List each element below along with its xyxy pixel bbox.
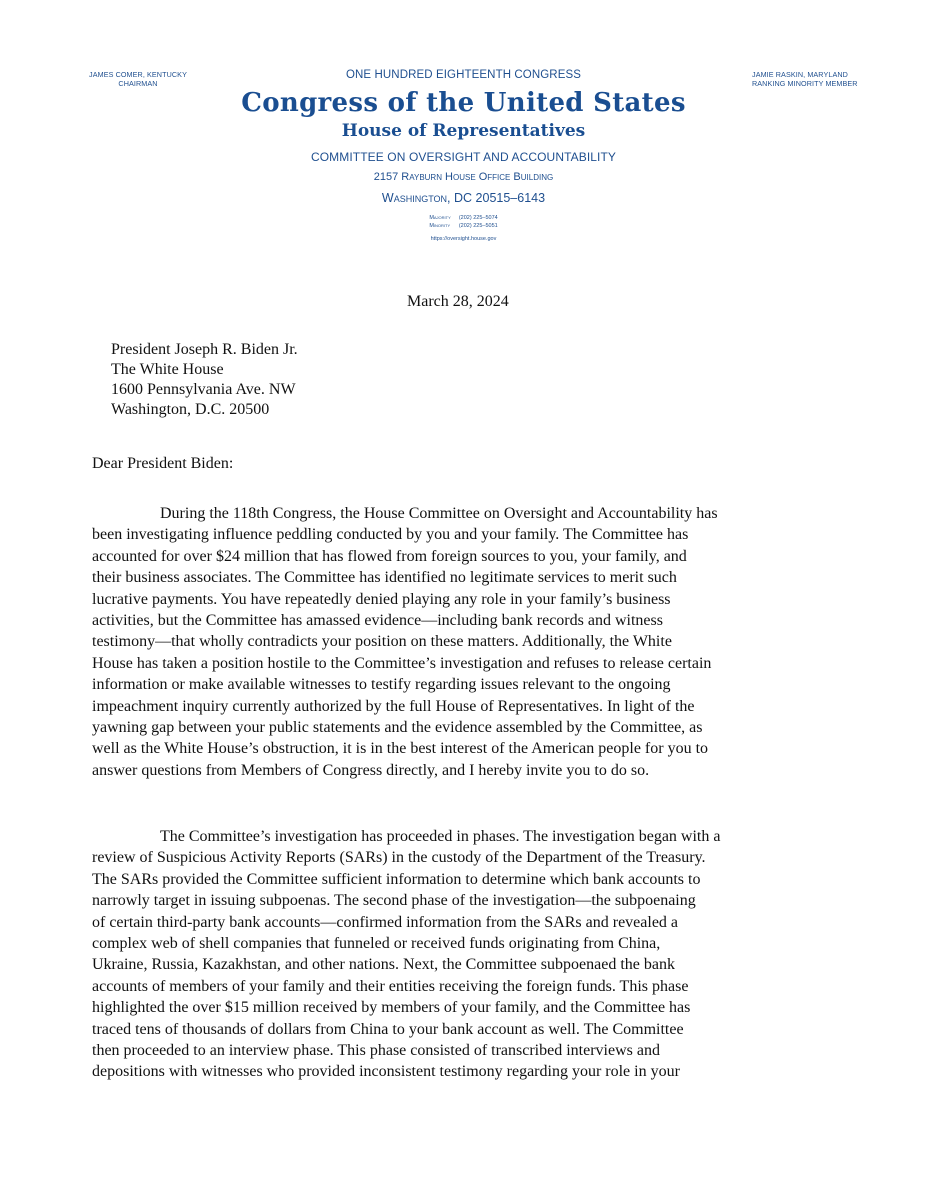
recipient-line: 1600 Pennsylvania Ave. NW — [111, 381, 296, 398]
paragraph-line: yawning gap between your public statements and the evidence assembled by the Committee, as — [92, 719, 703, 737]
paragraph-line: During the 118th Congress, the House Committee on Oversight and Accountability has — [160, 505, 718, 522]
recipient-line: President Joseph R. Biden Jr. — [111, 341, 298, 358]
paragraph-line: their business associates. The Committee has identified no legitimate services to merit such — [92, 569, 677, 587]
ranking-member-name: JAMIE RASKIN, MARYLAND — [752, 70, 848, 79]
paragraph-line: then proceeded to an interview phase. This phase consisted of transcribed interviews and — [92, 1042, 660, 1060]
building-address: 2157 Rayburn House Office Building — [373, 171, 554, 183]
paragraph-line: accounts of members of your family and their entities receiving the foreign funds. This phase — [92, 977, 689, 995]
phone-number: (202) 225–5051 — [458, 223, 498, 229]
paragraph-line: House has taken a position hostile to the Committee’s investigation and refuses to release certain — [92, 654, 712, 672]
congress-number: ONE HUNDRED EIGHTEENTH CONGRESS — [345, 69, 582, 81]
paragraph-line: depositions with witnesses who provided inconsistent testimony regarding your role in your — [92, 1063, 680, 1081]
paragraph-line: The Committee’s investigation has proceeded in phases. The investigation began with a — [160, 828, 721, 845]
paragraph-line: Ukraine, Russia, Kazakhstan, and other nations. Next, the Committee subpoenaed the bank — [92, 956, 675, 974]
city-address: Washington, DC 20515–6143 — [381, 191, 546, 205]
phone-number: (202) 225–5074 — [458, 215, 498, 221]
phone-label: Minority — [429, 223, 451, 229]
committee-name: COMMITTEE ON OVERSIGHT AND ACCOUNTABILITY — [310, 150, 617, 164]
paragraph-line: information or make available witnesses to testify regarding issues relevant to the ongoing — [92, 676, 671, 694]
ranking-member-title: RANKING MINORITY MEMBER — [752, 79, 858, 88]
website-link[interactable]: https://oversight.house.gov — [430, 236, 497, 242]
phone-majority — [429, 214, 497, 222]
recipient-address — [111, 340, 298, 420]
paragraph-line: impeachment inquiry currently authorized by the full House of Representatives. In light of the — [92, 697, 695, 715]
paragraph-line: answer questions from Members of Congress directly, and I hereby invite you to do so. — [92, 761, 650, 779]
paragraph-line: review of Suspicious Activity Reports (SARs) in the custody of the Department of the Treasury. — [92, 849, 706, 867]
chairman-title: CHAIRMAN — [118, 79, 158, 88]
paragraph-line: complex web of shell companies that funneled or received funds originating from China, — [92, 935, 661, 953]
paragraph-line: highlighted the over $15 million received by members of your family, and the Committee has — [92, 999, 691, 1017]
paragraph-line: narrowly target in issuing subpoenas. The second phase of the investigation—the subpoenaing — [92, 892, 696, 910]
paragraph-line: testimony—that wholly contradicts your position on these matters. Additionally, the White — [92, 633, 672, 651]
paragraph-line: of certain third-party bank accounts—confirmed information from the SARs and revealed a — [92, 913, 679, 931]
letter-date: March 28, 2024 — [407, 293, 509, 310]
recipient-line: Washington, D.C. 20500 — [111, 401, 270, 418]
recipient-line: The White House — [111, 361, 224, 378]
congress-title: Congress of the United States — [241, 88, 686, 118]
body-paragraph-2 — [92, 826, 852, 1083]
chairman-name: JAMES COMER, KENTUCKY — [89, 70, 187, 79]
house-title: House of Representatives — [341, 121, 586, 141]
paragraph-line: traced tens of thousands of dollars from China to your bank account as well. The Committee — [92, 1020, 684, 1038]
paragraph-line: The SARs provided the Committee sufficient information to determine which bank accounts to — [92, 870, 701, 888]
body-paragraph-1 — [92, 503, 852, 781]
phone-minority — [429, 222, 497, 230]
paragraph-line: lucrative payments. You have repeatedly denied playing any role in your family’s business — [92, 590, 671, 608]
letterhead — [0, 67, 927, 243]
phone-label: Majority — [429, 215, 451, 221]
salutation: Dear President Biden: — [92, 455, 234, 472]
paragraph-line: activities, but the Committee has amassed evidence—including bank records and witness — [92, 612, 663, 630]
paragraph-line: accounted for over $24 million that has flowed from foreign sources to you, your family, and — [92, 547, 687, 565]
phone-list — [429, 214, 497, 230]
paragraph-line: well as the White House’s obstruction, it is in the best interest of the American people for you to — [92, 740, 709, 758]
paragraph-line: been investigating influence peddling conducted by you and your family. The Committee has — [92, 526, 689, 544]
